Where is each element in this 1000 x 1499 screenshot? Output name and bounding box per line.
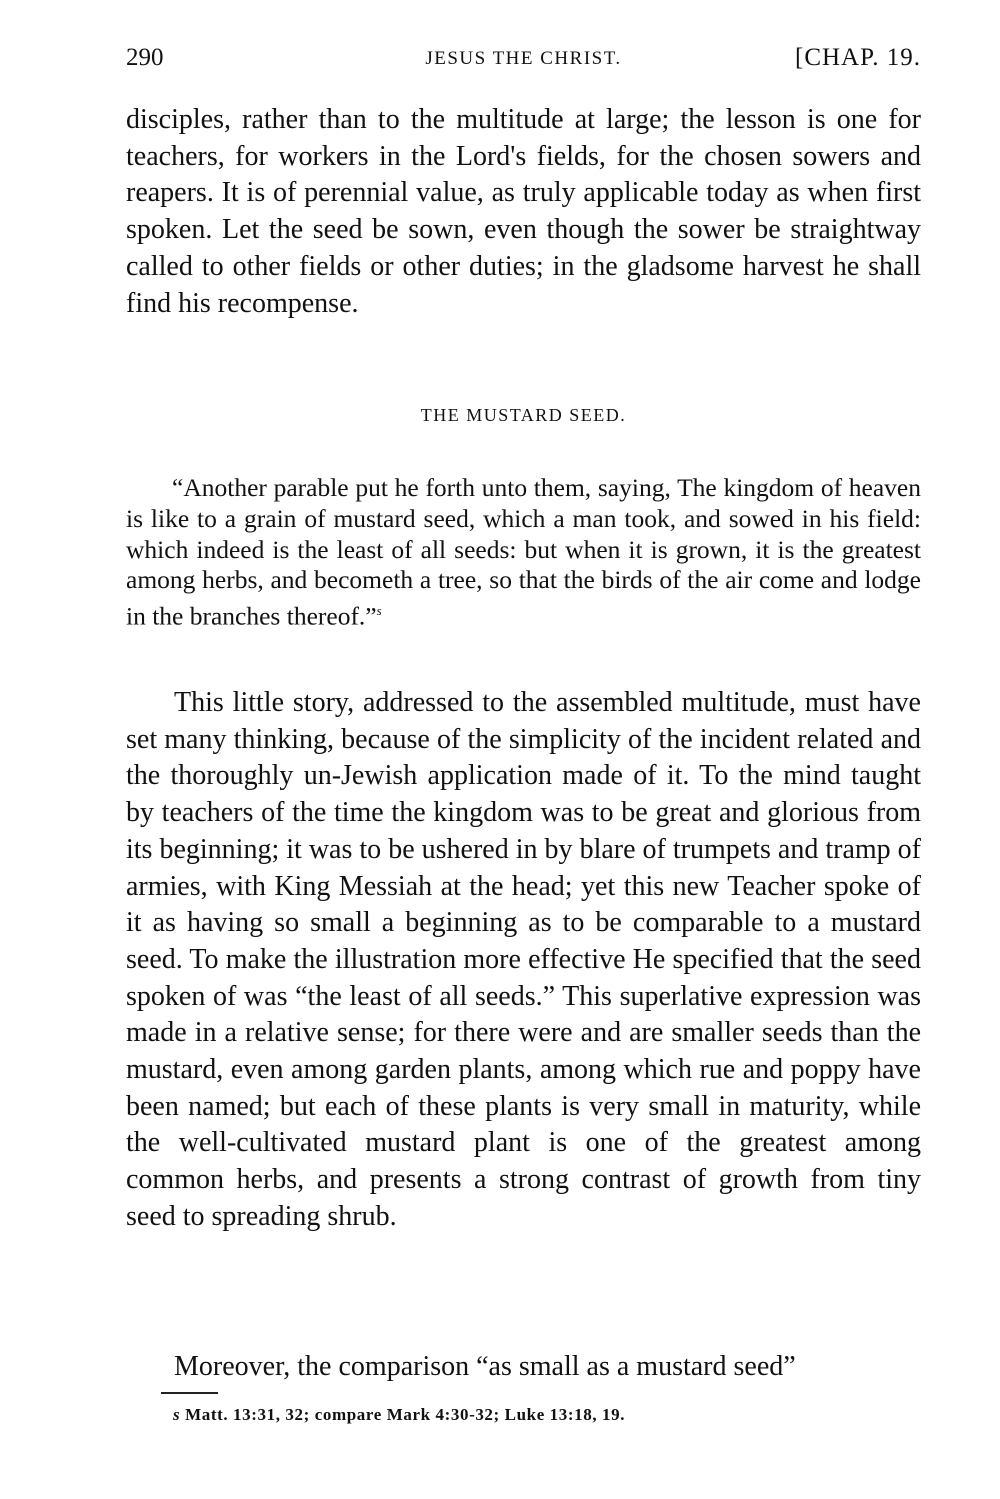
running-title: JESUS THE CHRIST. [425, 48, 622, 69]
paragraph-disciples: disciples, rather than to the multitude at large; the lesson is one for teachers, for workers in the Lord's fields, for the chosen sowers and reapers. It is of perennial value, as truly applicable today as when first spoken. Let the seed be sown, even though the sower be straightway called to other fields or other duties; in the gladsome harvest he shall find his recompense. [126, 104, 921, 319]
paragraph-little-story: This little story, addressed to the assembled multitude, must have set many thinking, because of the simplicity of the incident related and the thoroughly un-Jewish application made of it. To the mind taught by teachers of the time the kingdom was to be great and glorious from its beginning; it was to be ushered in by blare of trumpets and tramp of armies, with King Messiah at the head; yet this new Teacher spoke of it as having so small a beginning as to be comparable to a mustard seed. To make the illustration more effective He specified that the seed spoken of was “the least of all seeds.” This superlative expression was made in a relative sense; for there were and are smaller seeds than the mustard, even among garden plants, among which rue and poppy have been named; but each of these plants is very small in maturity, while the well-cultivated mustard plant is one of the greatest among common herbs, and presents a strong contrast of growth from tiny seed to spreading shrub. [126, 687, 921, 1232]
footnote-text: Matt. 13:31, 32; compare Mark 4:30-32; Luke 13:18, 19. [185, 1405, 626, 1424]
scripture-quote [126, 473, 921, 632]
page-number: 290 [126, 44, 164, 71]
footnote-reference-mark: s [376, 603, 382, 619]
footnote [173, 1405, 625, 1425]
quote-text: “Another parable put he forth unto them, saying, The kingdom of heaven is like to a grain of mustard seed, which a man took, and sowed in his field: which indeed is the least of all seeds: but when it is grown, it is the greatest among herbs, and becometh a tree, so that the birds of the air come and lodge in the branches thereof.” [126, 473, 921, 631]
running-header [126, 44, 921, 78]
paragraph-moreover: Moreover, the comparison “as small as a mustard seed” [174, 1351, 796, 1382]
section-heading: THE MUSTARD SEED. [420, 405, 627, 425]
footnote-divider [161, 1392, 218, 1394]
chapter-reference: [CHAP. 19. [795, 44, 921, 71]
footnote-mark: s [173, 1405, 181, 1424]
